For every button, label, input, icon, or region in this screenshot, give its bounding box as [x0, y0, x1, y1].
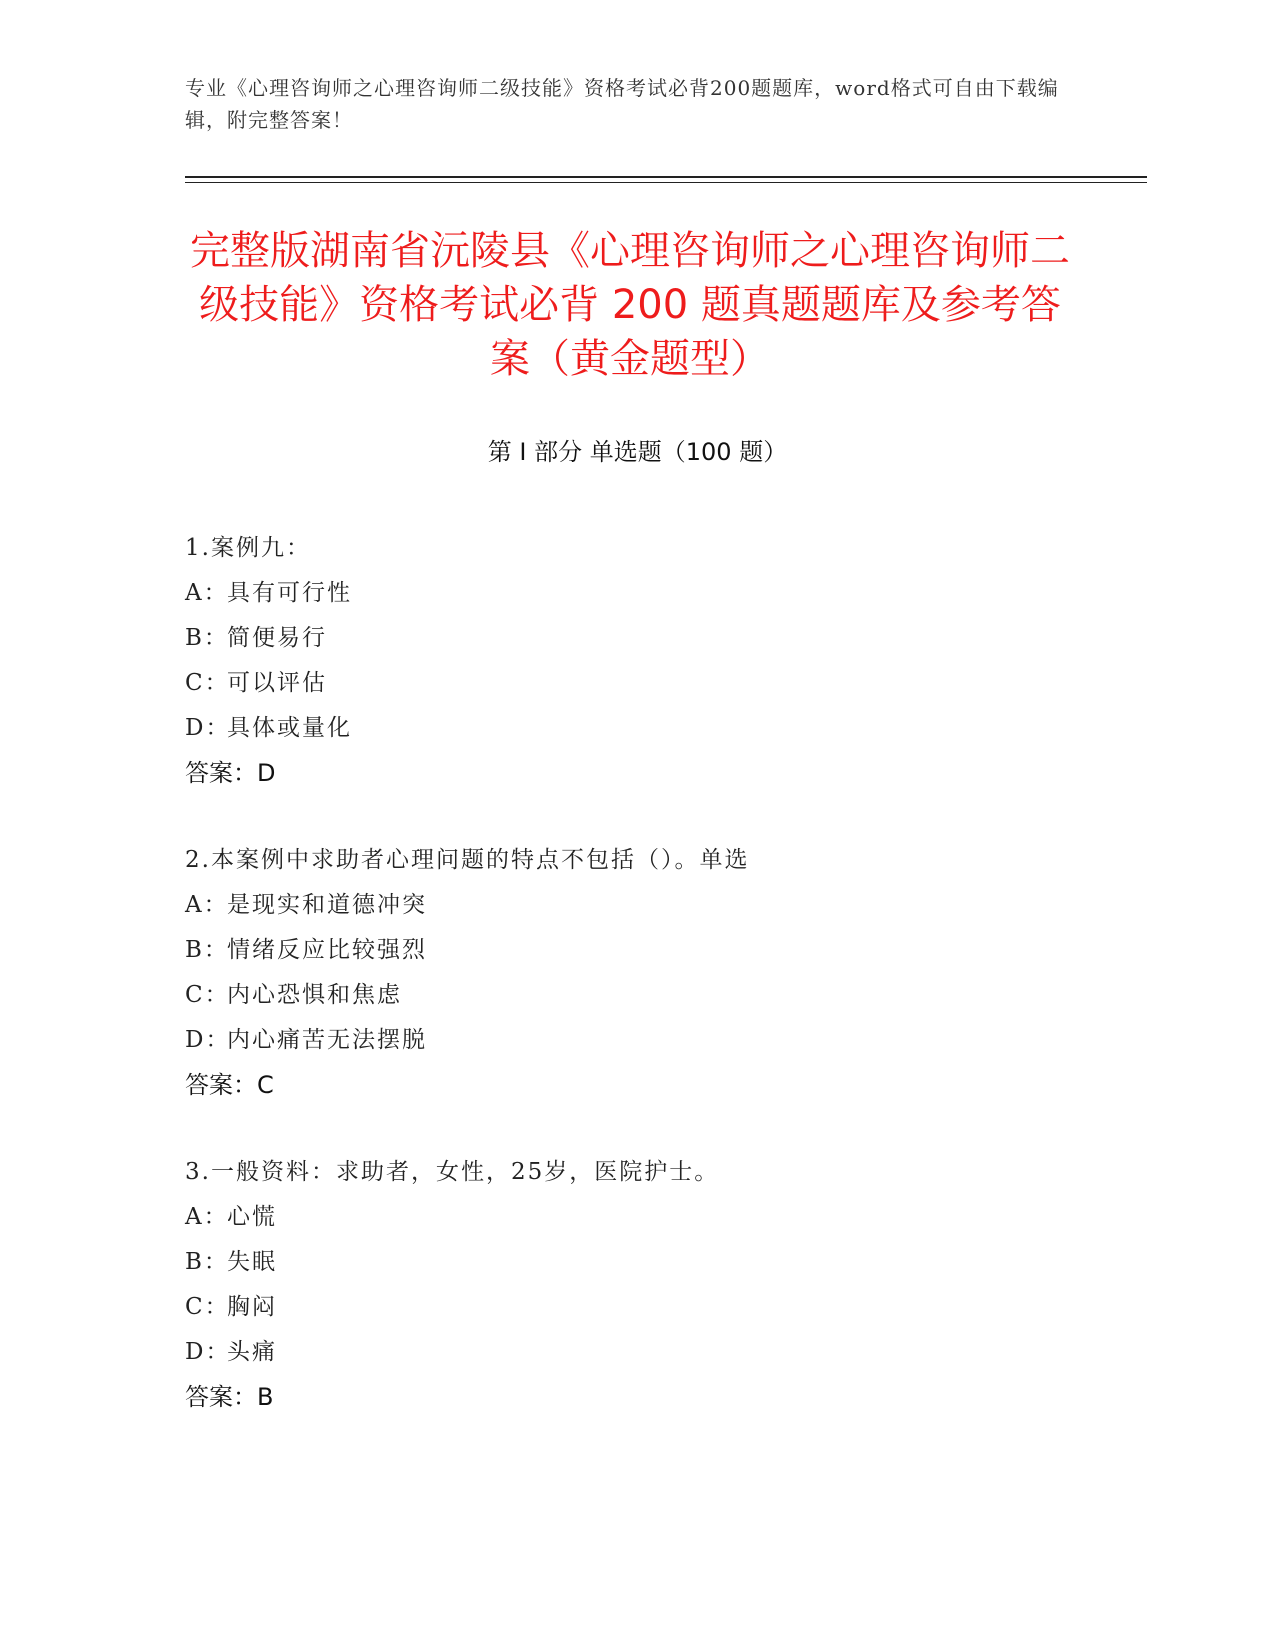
option-b	[185, 1240, 1085, 1285]
option-a	[185, 883, 1085, 928]
option-c	[185, 1285, 1085, 1330]
option-text: 头痛	[227, 1339, 277, 1365]
option-text: 是现实和道德冲突	[227, 892, 427, 918]
answer-value: C	[257, 1071, 274, 1099]
option-letter: B：	[185, 937, 229, 963]
option-letter: D：	[185, 1027, 231, 1053]
answer-prefix: 答案：	[185, 759, 257, 787]
option-letter: C：	[185, 670, 230, 696]
section-heading: 第 I 部分 单选题（100 题）	[487, 438, 788, 466]
answer-value: D	[257, 759, 276, 787]
question-list	[185, 526, 1085, 1462]
question-item	[185, 526, 1085, 796]
option-b	[185, 928, 1085, 973]
header-note: 专业《心理咨询师之心理咨询师二级技能》资格考试必背200题题库，word格式可自由下载编辑，附完整答案！	[185, 76, 1059, 132]
option-letter: C：	[185, 1294, 230, 1320]
question-item	[185, 838, 1085, 1108]
option-letter: C：	[185, 982, 230, 1008]
option-d	[185, 1330, 1085, 1375]
option-text: 内心恐惧和焦虑	[227, 982, 402, 1008]
question-item	[185, 1150, 1085, 1420]
option-text: 具有可行性	[227, 580, 352, 606]
question-stem: 3.一般资料：求助者，女性，25岁，医院护士。	[185, 1159, 720, 1185]
option-text: 失眠	[227, 1249, 277, 1275]
option-b	[185, 616, 1085, 661]
document-title: 完整版湖南省沅陵县《心理咨询师之心理咨询师二级技能》资格考试必背 200 题真题题库及参考答案（黄金题型）	[190, 228, 1070, 382]
option-letter: A：	[185, 892, 229, 918]
answer-value: B	[257, 1383, 274, 1411]
answer-line	[185, 751, 1085, 796]
question-stem: 2.本案例中求助者心理问题的特点不包括（）。单选	[185, 847, 750, 873]
option-letter: A：	[185, 1204, 229, 1230]
option-a	[185, 1195, 1085, 1240]
answer-prefix: 答案：	[185, 1071, 257, 1099]
option-c	[185, 661, 1085, 706]
answer-prefix: 答案：	[185, 1383, 257, 1411]
option-text: 胸闷	[227, 1294, 277, 1320]
option-letter: A：	[185, 580, 229, 606]
option-a	[185, 571, 1085, 616]
answer-line	[185, 1375, 1085, 1420]
option-letter: D：	[185, 715, 231, 741]
option-letter: D：	[185, 1339, 231, 1365]
option-d	[185, 706, 1085, 751]
option-letter: B：	[185, 1249, 229, 1275]
option-text: 心慌	[227, 1204, 277, 1230]
option-text: 情绪反应比较强烈	[227, 937, 427, 963]
header-divider-thick	[185, 176, 1147, 178]
option-text: 具体或量化	[227, 715, 352, 741]
option-text: 内心痛苦无法摆脱	[227, 1027, 427, 1053]
answer-line	[185, 1063, 1085, 1108]
option-text: 简便易行	[227, 625, 327, 651]
option-c	[185, 973, 1085, 1018]
question-stem: 1.案例九：	[185, 535, 311, 561]
option-text: 可以评估	[227, 670, 327, 696]
option-d	[185, 1018, 1085, 1063]
header-divider-thin	[185, 182, 1147, 183]
option-letter: B：	[185, 625, 229, 651]
